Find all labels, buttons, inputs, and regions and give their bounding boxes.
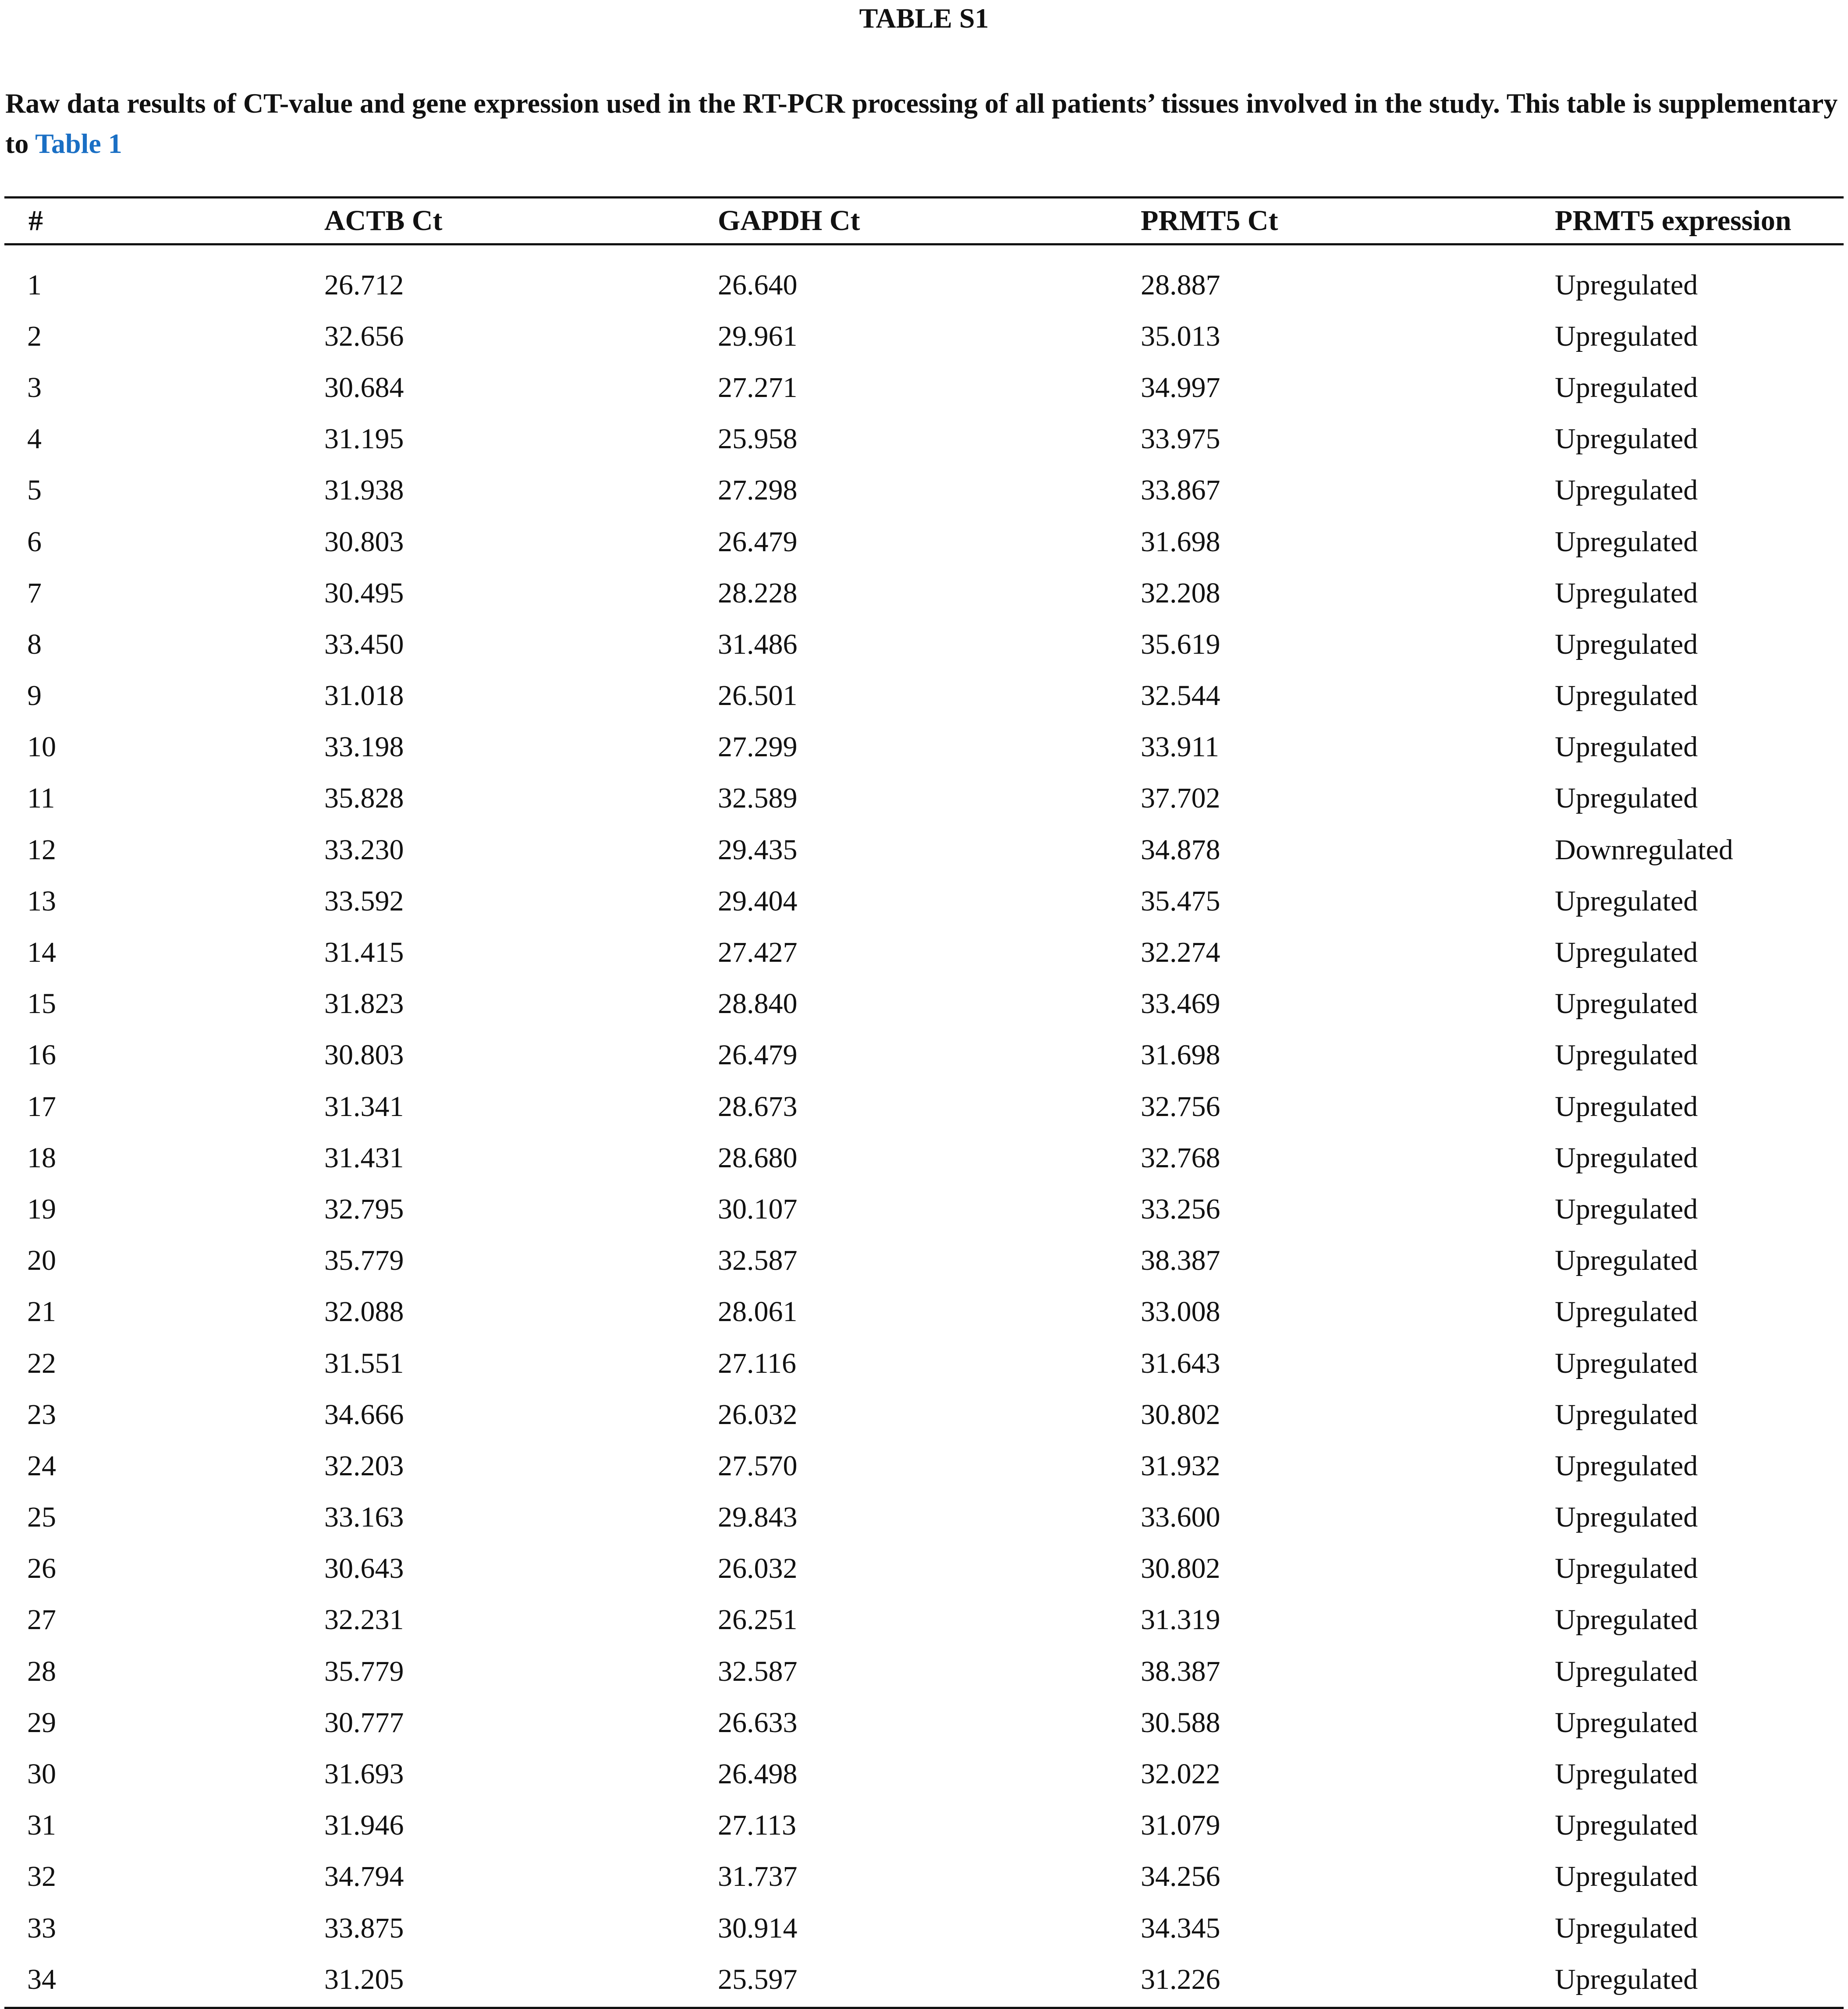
cell-prmt5-expression: Upregulated (1555, 1296, 1698, 1328)
cell-index: 18 (27, 1141, 56, 1174)
table-row (4, 1748, 1844, 1800)
cell-gapdh-ct: 27.570 (718, 1449, 798, 1482)
cell-prmt5-ct: 31.319 (1141, 1604, 1220, 1636)
cell-actb-ct: 33.163 (324, 1501, 404, 1534)
cell-gapdh-ct: 27.113 (718, 1809, 797, 1842)
cell-prmt5-expression: Upregulated (1555, 1758, 1698, 1790)
cell-prmt5-expression: Upregulated (1555, 1039, 1698, 1071)
cell-index: 14 (27, 936, 56, 969)
cell-gapdh-ct: 26.633 (718, 1706, 798, 1739)
table-row (4, 1697, 1844, 1748)
cell-prmt5-ct: 32.208 (1141, 577, 1220, 609)
table-row (4, 670, 1844, 722)
cell-gapdh-ct: 26.640 (718, 269, 798, 301)
cell-prmt5-expression: Upregulated (1555, 1809, 1698, 1842)
cell-prmt5-expression: Upregulated (1555, 1141, 1698, 1174)
cell-gapdh-ct: 30.914 (718, 1912, 798, 1944)
cell-index: 12 (27, 833, 56, 866)
cell-prmt5-expression: Upregulated (1555, 577, 1698, 609)
cell-actb-ct: 30.777 (324, 1706, 404, 1739)
header-actb-ct: ACTB Ct (324, 205, 443, 237)
cell-index: 16 (27, 1039, 56, 1071)
cell-index: 13 (27, 885, 56, 917)
cell-prmt5-ct: 31.698 (1141, 1039, 1220, 1071)
table-row (4, 978, 1844, 1030)
cell-actb-ct: 35.779 (324, 1244, 404, 1277)
cell-prmt5-expression: Upregulated (1555, 1398, 1698, 1431)
cell-prmt5-expression: Upregulated (1555, 680, 1698, 712)
cell-prmt5-expression: Upregulated (1555, 1193, 1698, 1225)
cell-prmt5-ct: 34.878 (1141, 833, 1220, 866)
header-prmt5-ct: PRMT5 Ct (1141, 205, 1278, 237)
cell-gapdh-ct: 25.597 (718, 1963, 798, 1995)
cell-gapdh-ct: 26.501 (718, 680, 798, 712)
cell-index: 5 (27, 474, 42, 507)
cell-index: 6 (27, 525, 42, 558)
cell-index: 19 (27, 1193, 56, 1225)
cell-prmt5-expression: Upregulated (1555, 1655, 1698, 1687)
cell-prmt5-ct: 34.256 (1141, 1860, 1220, 1893)
cell-prmt5-ct: 32.768 (1141, 1141, 1220, 1174)
cell-actb-ct: 32.231 (324, 1604, 404, 1636)
cell-actb-ct: 34.666 (324, 1398, 404, 1431)
cell-actb-ct: 33.230 (324, 833, 404, 866)
cell-actb-ct: 30.643 (324, 1552, 404, 1585)
cell-gapdh-ct: 27.299 (718, 731, 798, 763)
cell-gapdh-ct: 26.479 (718, 525, 798, 558)
cell-prmt5-ct: 33.256 (1141, 1193, 1220, 1225)
cell-prmt5-expression: Upregulated (1555, 628, 1698, 660)
table-row (4, 414, 1844, 465)
cell-prmt5-expression: Upregulated (1555, 885, 1698, 917)
table-row (4, 722, 1844, 773)
cell-actb-ct: 31.205 (324, 1963, 404, 1995)
cell-actb-ct: 30.803 (324, 1039, 404, 1071)
cell-index: 32 (27, 1860, 56, 1893)
cell-gapdh-ct: 26.498 (718, 1758, 798, 1790)
cell-index: 11 (27, 782, 55, 815)
cell-prmt5-ct: 37.702 (1141, 782, 1220, 815)
cell-index: 7 (27, 577, 42, 609)
table-row (4, 1183, 1844, 1235)
table-row (4, 1235, 1844, 1286)
cell-index: 25 (27, 1501, 56, 1534)
cell-gapdh-ct: 27.427 (718, 936, 798, 969)
cell-prmt5-expression: Upregulated (1555, 1860, 1698, 1893)
cell-prmt5-ct: 31.079 (1141, 1809, 1220, 1842)
header-prmt5-expression: PRMT5 expression (1555, 205, 1791, 237)
cell-actb-ct: 33.450 (324, 628, 404, 660)
cell-prmt5-ct: 31.698 (1141, 525, 1220, 558)
cell-prmt5-expression: Upregulated (1555, 1449, 1698, 1482)
cell-actb-ct: 33.198 (324, 731, 404, 763)
cell-gapdh-ct: 29.435 (718, 833, 798, 866)
cell-actb-ct: 33.875 (324, 1912, 404, 1944)
cell-gapdh-ct: 27.298 (718, 474, 798, 507)
cell-prmt5-expression: Upregulated (1555, 731, 1698, 763)
table-title: TABLE S1 (859, 3, 989, 34)
cell-prmt5-ct: 32.022 (1141, 1758, 1220, 1790)
table-row (4, 567, 1844, 619)
table-row (4, 1594, 1844, 1646)
table-row (4, 516, 1844, 567)
cell-gapdh-ct: 28.228 (718, 577, 798, 609)
cell-gapdh-ct: 29.961 (718, 320, 798, 352)
caption-text: Raw data results of CT-value and gene expression used in the RT-PCR processing of all patients’ tissues involved in the study. This table is supplementary to (5, 88, 1838, 159)
cell-prmt5-expression: Upregulated (1555, 320, 1698, 352)
cell-index: 31 (27, 1809, 56, 1842)
cell-actb-ct: 32.795 (324, 1193, 404, 1225)
cell-gapdh-ct: 31.486 (718, 628, 798, 660)
cell-actb-ct: 31.823 (324, 988, 404, 1020)
cell-prmt5-expression: Upregulated (1555, 525, 1698, 558)
cell-actb-ct: 32.203 (324, 1449, 404, 1482)
cell-actb-ct: 31.018 (324, 680, 404, 712)
cell-gapdh-ct: 26.032 (718, 1398, 798, 1431)
table-row (4, 927, 1844, 978)
cell-prmt5-ct: 32.756 (1141, 1090, 1220, 1123)
cell-prmt5-ct: 32.274 (1141, 936, 1220, 969)
cell-index: 15 (27, 988, 56, 1020)
cell-gapdh-ct: 32.587 (718, 1655, 798, 1687)
cell-gapdh-ct: 30.107 (718, 1193, 798, 1225)
cell-prmt5-expression: Upregulated (1555, 1244, 1698, 1277)
cell-gapdh-ct: 27.116 (718, 1347, 797, 1379)
data-table (4, 196, 1844, 2009)
cell-prmt5-ct: 38.387 (1141, 1244, 1220, 1277)
cell-prmt5-expression: Upregulated (1555, 1090, 1698, 1123)
cell-prmt5-ct: 31.226 (1141, 1963, 1220, 1995)
cell-prmt5-ct: 33.867 (1141, 474, 1220, 507)
cell-prmt5-ct: 35.475 (1141, 885, 1220, 917)
cell-actb-ct: 31.341 (324, 1090, 404, 1123)
cell-gapdh-ct: 26.479 (718, 1039, 798, 1071)
table-header-row (4, 198, 1844, 245)
table-body (4, 245, 1844, 2007)
cell-prmt5-expression: Upregulated (1555, 1912, 1698, 1944)
cell-actb-ct: 30.803 (324, 525, 404, 558)
cell-gapdh-ct: 31.737 (718, 1860, 798, 1893)
cell-prmt5-ct: 31.932 (1141, 1449, 1220, 1482)
cell-gapdh-ct: 26.251 (718, 1604, 798, 1636)
cell-prmt5-expression: Downregulated (1555, 833, 1733, 866)
cell-gapdh-ct: 29.404 (718, 885, 798, 917)
table-row (4, 1132, 1844, 1183)
table-row (4, 1081, 1844, 1132)
table-row (4, 875, 1844, 927)
cell-actb-ct: 30.495 (324, 577, 404, 609)
cell-gapdh-ct: 32.589 (718, 782, 798, 815)
table-row (4, 773, 1844, 824)
cell-prmt5-expression: Upregulated (1555, 1347, 1698, 1379)
cell-actb-ct: 35.779 (324, 1655, 404, 1687)
cell-prmt5-ct: 30.588 (1141, 1706, 1220, 1739)
cell-index: 3 (27, 371, 42, 404)
cell-index: 20 (27, 1244, 56, 1277)
table-row (4, 1543, 1844, 1594)
table-row (4, 1954, 1844, 2005)
cell-prmt5-ct: 33.911 (1141, 731, 1220, 763)
table-row (4, 619, 1844, 670)
cell-prmt5-ct: 34.345 (1141, 1912, 1220, 1944)
cell-prmt5-expression: Upregulated (1555, 423, 1698, 455)
cell-index: 4 (27, 423, 42, 455)
cell-index: 23 (27, 1398, 56, 1431)
cell-index: 28 (27, 1655, 56, 1687)
cell-prmt5-expression: Upregulated (1555, 1604, 1698, 1636)
cell-prmt5-ct: 28.887 (1141, 269, 1220, 301)
cell-gapdh-ct: 27.271 (718, 371, 798, 404)
cell-index: 21 (27, 1296, 56, 1328)
cell-prmt5-ct: 33.600 (1141, 1501, 1220, 1534)
table-row (4, 1030, 1844, 1081)
table-row (4, 1440, 1844, 1492)
cell-actb-ct: 26.712 (324, 269, 404, 301)
cell-index: 29 (27, 1706, 56, 1739)
cell-prmt5-ct: 31.643 (1141, 1347, 1220, 1379)
header-index: # (28, 205, 43, 237)
table-1-link[interactable]: Table 1 (35, 128, 122, 159)
cell-prmt5-ct: 33.469 (1141, 988, 1220, 1020)
cell-gapdh-ct: 28.061 (718, 1296, 798, 1328)
cell-index: 27 (27, 1604, 56, 1636)
cell-prmt5-ct: 32.544 (1141, 680, 1220, 712)
cell-actb-ct: 31.431 (324, 1141, 404, 1174)
table-row (4, 311, 1844, 362)
cell-prmt5-ct: 38.387 (1141, 1655, 1220, 1687)
cell-actb-ct: 31.415 (324, 936, 404, 969)
cell-prmt5-ct: 35.013 (1141, 320, 1220, 352)
cell-prmt5-ct: 35.619 (1141, 628, 1220, 660)
cell-actb-ct: 35.828 (324, 782, 404, 815)
cell-prmt5-expression: Upregulated (1555, 1706, 1698, 1739)
cell-index: 26 (27, 1552, 56, 1585)
table-row (4, 1286, 1844, 1338)
cell-prmt5-ct: 33.975 (1141, 423, 1220, 455)
table-row (4, 465, 1844, 516)
cell-index: 33 (27, 1912, 56, 1944)
cell-actb-ct: 31.946 (324, 1809, 404, 1842)
cell-prmt5-expression: Upregulated (1555, 1552, 1698, 1585)
cell-prmt5-expression: Upregulated (1555, 1963, 1698, 1995)
cell-prmt5-ct: 30.802 (1141, 1552, 1220, 1585)
cell-index: 17 (27, 1090, 56, 1123)
cell-gapdh-ct: 29.843 (718, 1501, 798, 1534)
cell-actb-ct: 31.938 (324, 474, 404, 507)
cell-gapdh-ct: 25.958 (718, 423, 798, 455)
cell-prmt5-expression: Upregulated (1555, 782, 1698, 815)
cell-prmt5-expression: Upregulated (1555, 269, 1698, 301)
table-row (4, 362, 1844, 413)
cell-prmt5-ct: 33.008 (1141, 1296, 1220, 1328)
cell-index: 2 (27, 320, 42, 352)
cell-prmt5-expression: Upregulated (1555, 1501, 1698, 1534)
table-row (4, 1851, 1844, 1903)
table-row (4, 1492, 1844, 1543)
cell-index: 10 (27, 731, 56, 763)
cell-actb-ct: 30.684 (324, 371, 404, 404)
cell-index: 9 (27, 680, 42, 712)
table-row (4, 1338, 1844, 1389)
table-row (4, 1646, 1844, 1697)
table-row (4, 259, 1844, 311)
cell-actb-ct: 34.794 (324, 1860, 404, 1893)
cell-index: 22 (27, 1347, 56, 1379)
cell-gapdh-ct: 26.032 (718, 1552, 798, 1585)
cell-gapdh-ct: 28.680 (718, 1141, 798, 1174)
cell-actb-ct: 31.693 (324, 1758, 404, 1790)
header-gapdh-ct: GAPDH Ct (718, 205, 860, 237)
cell-actb-ct: 31.195 (324, 423, 404, 455)
cell-index: 34 (27, 1963, 56, 1995)
cell-actb-ct: 31.551 (324, 1347, 404, 1379)
cell-prmt5-expression: Upregulated (1555, 988, 1698, 1020)
cell-index: 1 (27, 269, 42, 301)
cell-index: 8 (27, 628, 42, 660)
cell-index: 24 (27, 1449, 56, 1482)
cell-prmt5-expression: Upregulated (1555, 474, 1698, 507)
cell-prmt5-expression: Upregulated (1555, 936, 1698, 969)
table-row (4, 1389, 1844, 1440)
table-caption (5, 83, 1846, 164)
cell-gapdh-ct: 28.840 (718, 988, 798, 1020)
cell-prmt5-expression: Upregulated (1555, 371, 1698, 404)
cell-actb-ct: 33.592 (324, 885, 404, 917)
cell-prmt5-ct: 30.802 (1141, 1398, 1220, 1431)
table-row (4, 1903, 1844, 1954)
cell-gapdh-ct: 28.673 (718, 1090, 798, 1123)
cell-index: 30 (27, 1758, 56, 1790)
cell-gapdh-ct: 32.587 (718, 1244, 798, 1277)
table-row (4, 824, 1844, 875)
table-row (4, 1800, 1844, 1851)
cell-prmt5-ct: 34.997 (1141, 371, 1220, 404)
cell-actb-ct: 32.088 (324, 1296, 404, 1328)
cell-actb-ct: 32.656 (324, 320, 404, 352)
